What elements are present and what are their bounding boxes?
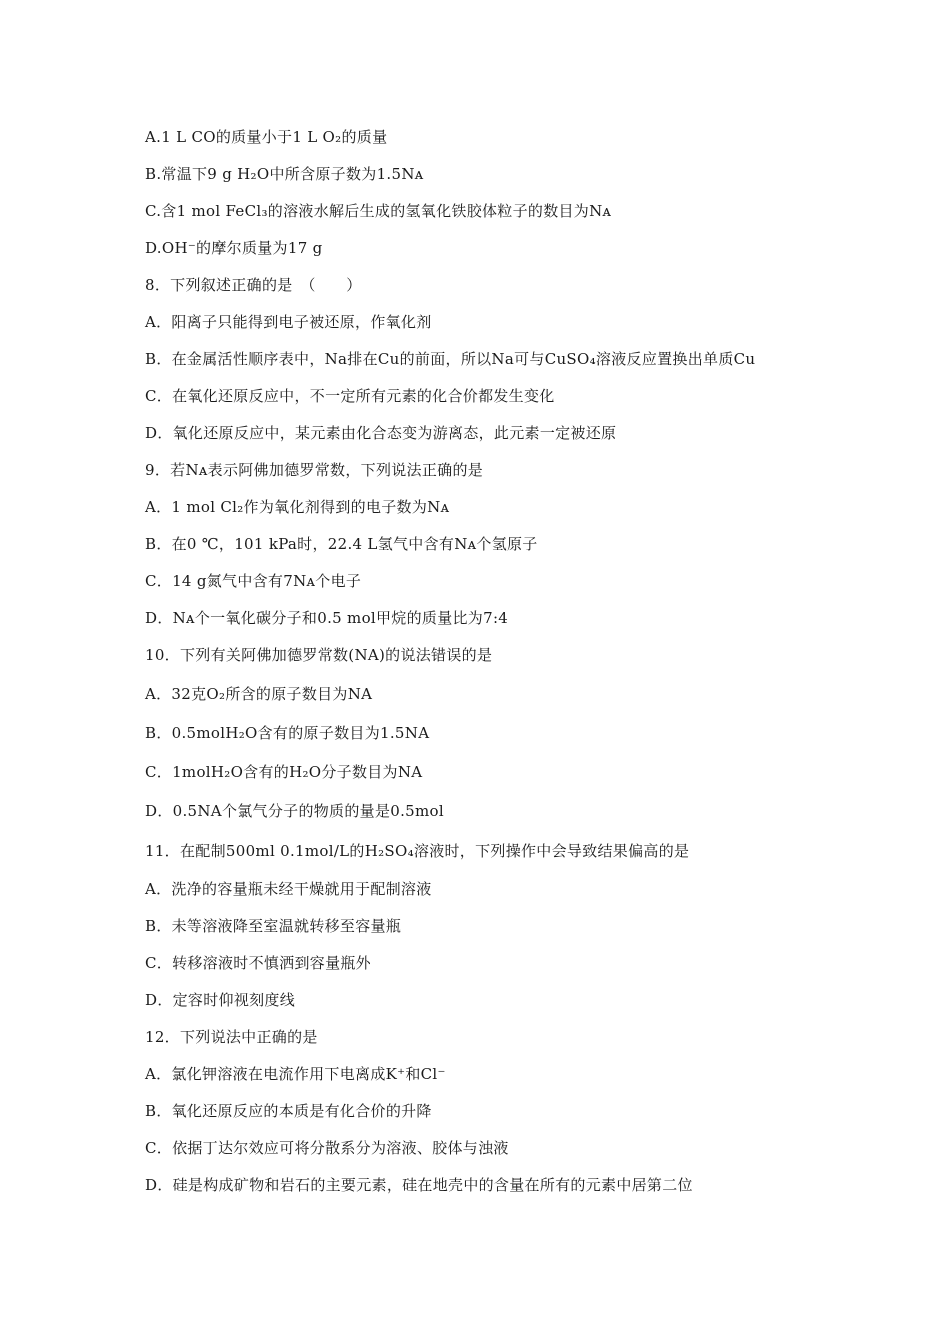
- option-8d: D．氧化还原反应中，某元素由化合态变为游离态，此元素一定被还原: [145, 424, 617, 442]
- option-8a: A．阳离子只能得到电子被还原，作氧化剂: [145, 313, 432, 331]
- option-11d: D．定容时仰视刻度线: [145, 991, 296, 1009]
- option-11b: B．未等溶液降至室温就转移至容量瓶: [145, 917, 402, 935]
- option-12a: A．氯化钾溶液在电流作用下电离成K⁺和Cl⁻: [145, 1065, 446, 1083]
- question-12: 12．下列说法中正确的是: [145, 1028, 318, 1046]
- option-9a: A．1 mol Cl₂作为氧化剂得到的电子数为Nᴀ: [145, 498, 450, 516]
- option-8c: C．在氧化还原反应中，不一定所有元素的化合价都发生变化: [145, 387, 555, 405]
- option-7d: D.OH⁻的摩尔质量为17 g: [145, 239, 323, 257]
- option-12d: D．硅是构成矿物和岩石的主要元素，硅在地壳中的含量在所有的元素中居第二位: [145, 1176, 693, 1194]
- option-9b: B．在0 ℃，101 kPa时，22.4 L氢气中含有Nᴀ个氢原子: [145, 535, 538, 553]
- option-11a: A．洗净的容量瓶未经干燥就用于配制溶液: [145, 880, 432, 898]
- option-10b: B．0.5molH₂O含有的原子数目为1.5NA: [145, 724, 430, 742]
- option-7c: C.含1 mol FeCl₃的溶液水解后生成的氢氧化铁胶体粒子的数目为Nᴀ: [145, 202, 612, 220]
- option-10c: C．1molH₂O含有的H₂O分子数目为NA: [145, 763, 423, 781]
- option-9c: C．14 g氮气中含有7Nᴀ个电子: [145, 572, 362, 590]
- option-12c: C．依据丁达尔效应可将分散系分为溶液、胶体与浊液: [145, 1139, 509, 1157]
- option-11c: C．转移溶液时不慎洒到容量瓶外: [145, 954, 371, 972]
- question-9: 9．若Nᴀ表示阿佛加德罗常数，下列说法正确的是: [145, 461, 484, 479]
- option-7a: A.1 L CO的质量小于1 L O₂的质量: [145, 128, 388, 146]
- option-7b: B.常温下9 g H₂O中所含原子数为1.5Nᴀ: [145, 165, 424, 183]
- question-8: 8．下列叙述正确的是 （ ）: [145, 276, 362, 294]
- option-9d: D．Nᴀ个一氧化碳分子和0.5 mol甲烷的质量比为7:4: [145, 609, 509, 627]
- question-11: 11．在配制500ml 0.1mol/L的H₂SO₄溶液时，下列操作中会导致结果偏高的是: [145, 842, 690, 860]
- option-10d: D．0.5NA个氯气分子的物质的量是0.5mol: [145, 802, 444, 820]
- option-8b: B．在金属活性顺序表中，Na排在Cu的前面，所以Na可与CuSO₄溶液反应置换出单质Cu: [145, 350, 756, 368]
- question-10: 10．下列有关阿佛加德罗常数(NA)的说法错误的是: [145, 646, 493, 664]
- option-10a: A．32克O₂所含的原子数目为NA: [145, 685, 373, 703]
- option-12b: B．氧化还原反应的本质是有化合价的升降: [145, 1102, 432, 1120]
